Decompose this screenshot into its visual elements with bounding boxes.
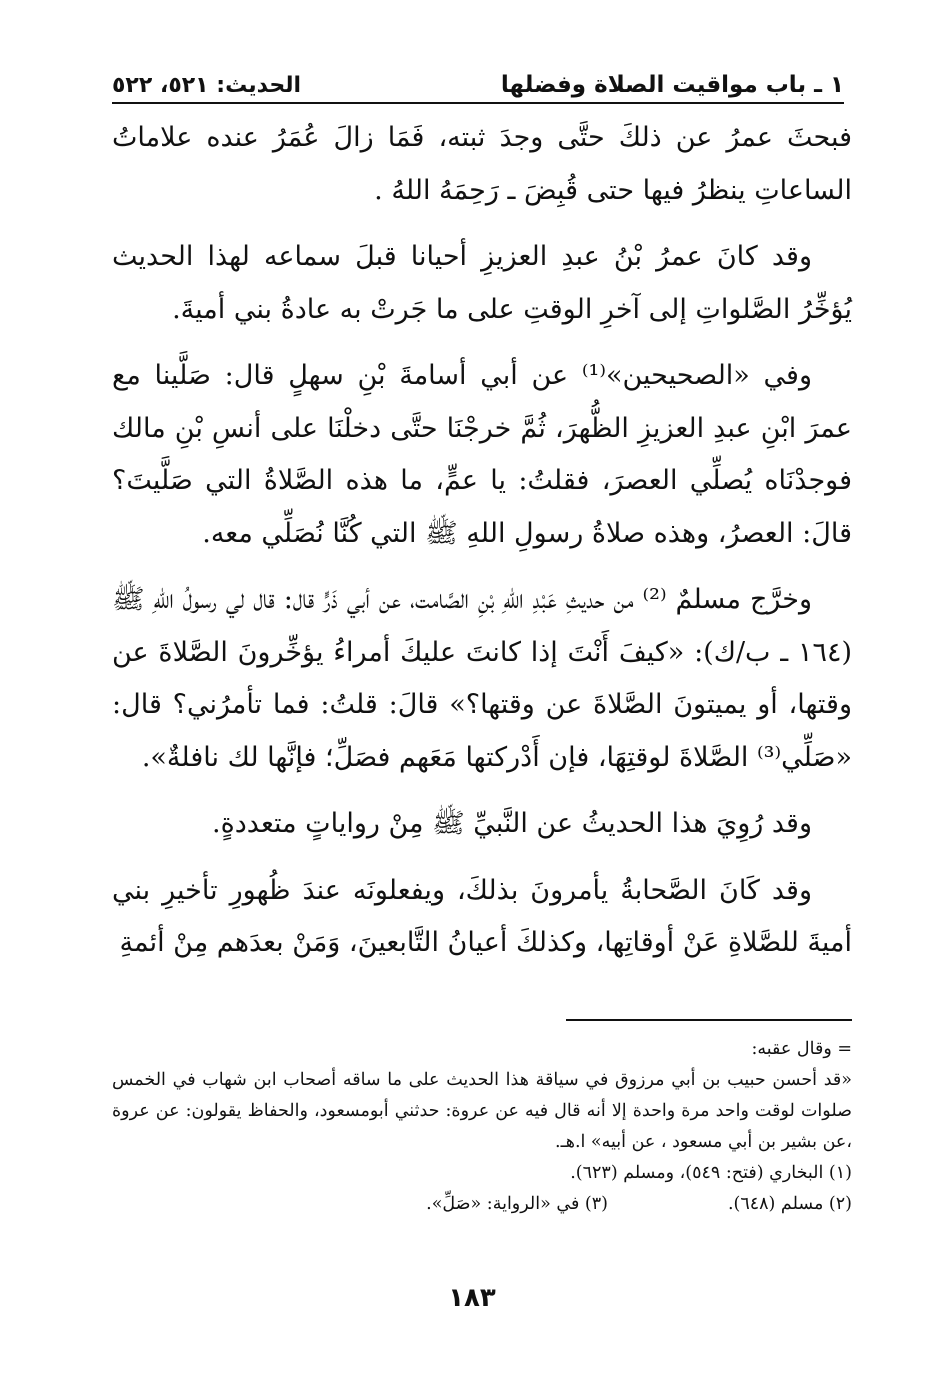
hadith-reference: الحديث: ٥٢١، ٥٢٢: [112, 73, 301, 98]
footnote-continuation-marker: = وقال عقبه:: [751, 1039, 852, 1059]
paragraph-2: وقد كانَ عمرُ بْنُ عبدِ العزيزِ أحيانا قبلَ سماعه لهذا الحديث يُؤخِّرُ الصَّلواتِ إلى آخرِ الوقتِ على ما جَرتْ به عادةُ بني أميةَ.: [112, 241, 852, 325]
footnote-continuation-text: «قد أحسن حبيب بن أبي مرزوق في سياقة هذا الحديث على ما ساقه أصحاب ابن شهاب في الخمس صلوات لوقت واحد مرة واحدة إلا أنه قال فيه عن عروة: حدثني أبومسعود، والحفاظ يقولون: عن عروة ،عن بشير بن أبي مسعود ، عن أبيه» ا.هـ.: [112, 1070, 852, 1152]
main-text: [112, 112, 852, 984]
footnote-1: (١) البخاري (فتح: ٥٤٩)، ومسلم (٦٢٣).: [570, 1163, 852, 1183]
chapter-title: ١ ـ باب مواقيت الصلاة وفضلها: [500, 72, 844, 98]
footnote-3: (٣) في «الرواية: «صَلِّ».: [426, 1194, 608, 1214]
running-header: [112, 60, 844, 104]
paragraph-6: وقد كَانَ الصَّحابةُ يأمرونَ بذلكَ، ويفعلونَه عندَ ظُهورِ تأخيرِ بني أميةَ للصَّلاةِ عَنْ أوقاتِها، وكذلكَ أعيانُ التَّابعينَ، وَمَنْ بعدَهم مِنْ أئمةِ: [112, 874, 852, 958]
paragraph-5: وقد رُوِيَ هذا الحديثُ عن النَّبيِّ ﷺ مِنْ رواياتٍ متعددةٍ.: [212, 808, 812, 839]
footnote-divider: [566, 1019, 852, 1021]
footnote-row: [112, 1189, 852, 1220]
paragraph-3: وفي «الصحيحين»⁽¹⁾ عن أبي أسامةَ بْنِ سهلٍ قال: صَلَّينا مع عمرَ ابْنِ عبدِ العزيزِ الظُّهرَ، ثُمَّ خرجْنَا حتَّى دخلْنَا على أنسِ بْنِ مالك فوجدْنَاه يُصلِّي العصرَ، فقلتُ: يا عمٍّ، ما هذه الصَّلاةُ التي صَلَّيتَ؟ قالَ: العصرُ، وهذه صلاةُ رسولِ اللهِ ﷺ التي كُنَّا نُصَلِّي معه.: [112, 360, 852, 549]
paragraph-1: فبحثَ عمرُ عن ذلكَ حتَّى وجدَ ثبته، فَمَا زالَ عُمَرُ عنده علاماتُ الساعاتِ ينظرُ فيها حتى قُبِضَ ـ رَحِمَهُ اللهُ .: [112, 122, 852, 206]
paragraph-4: وخرَّج مسلمٌ ⁽²⁾ من حديثِ عَبْدِ اللهِ بْنِ الصَّامت، عن أبي ذَرٍّ قال: قال لي رسولُ اللهِ ﷺ (١٦٤ ـ ب/ك): «كيفَ أَنْتَ إذا كانتَ عليكَ أمراءُ يؤخِّرونَ الصَّلاةَ عن وقتها، أو يميتونَ الصَّلاةَ عن وقتها؟» قالَ: قلتُ: فما تأمرُني؟ قال: «صَلِّي⁽³⁾ الصَّلاةَ لوقتِهَا، فإن أَدْركتها مَعَهم فصَلِّ؛ فإنَّها لك نافلةٌ».: [112, 584, 852, 773]
footnotes: [112, 1034, 852, 1220]
footnote-2: (٢) مسلم (٦٤٨).: [727, 1194, 852, 1214]
page-number: ١٨٣: [448, 1283, 496, 1313]
